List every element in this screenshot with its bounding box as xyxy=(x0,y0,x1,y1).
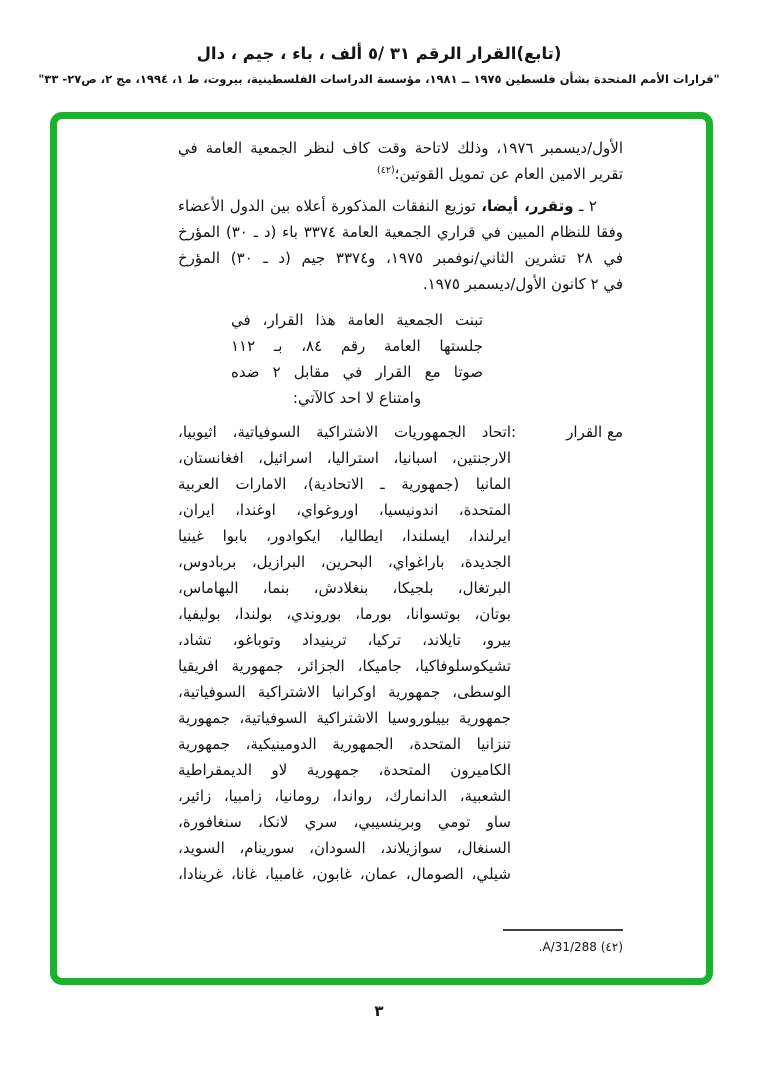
operative-verb: وتقرر، أيضا، xyxy=(481,197,574,215)
vote-label-colon: : xyxy=(511,423,517,441)
country-line: شيلي، الصومال، عمان، غابون، غامبيا، غانا، غرينادا، xyxy=(178,865,511,883)
clause-number: ٢ ـ xyxy=(579,197,597,215)
text-line: جلستها العامة رقم ٨٤، بـ ١١٢ xyxy=(231,337,484,355)
country-line: اتحاد الجمهوريات الاشتراكية السوفياتية، اثيوبيا، xyxy=(178,423,511,441)
source-citation: "قرارات الأمم المتحدة بشأن فلسطين ١٩٧٥ ــ ١٩٨١، مؤسسة الدراسات الفلسطينية، بيروت، ط ١، ١٩٩٤، مج ٢، ص٢٧- ٣٣" xyxy=(38,72,720,86)
text-line: وفقا للنظام المبين في قراري الجمعية العامة ٣٣٧٤ باء (د ـ ٣٠) المؤرخ xyxy=(178,223,623,241)
footnote-reference: (٤٢) xyxy=(377,165,395,176)
page-header xyxy=(0,44,758,86)
country-line: الشعبية، الدانمارك، رواندا، رومانيا، زامبيا، زائير، xyxy=(178,787,511,805)
green-frame xyxy=(50,112,713,985)
vote-for-label xyxy=(511,419,623,887)
country-line: تنزانيا المتحدة، الجمهورية الدومينيكية، جمهورية xyxy=(178,735,511,753)
footnote-rule xyxy=(503,929,623,931)
country-line: الكاميرون المتحدة، جمهورية لاو الديمقراطية xyxy=(178,761,511,779)
text-line xyxy=(178,161,623,187)
country-line: البرتغال، بلجيكا، بنغلادش، بنما، البهاماس، xyxy=(178,579,511,597)
text-line: تبنت الجمعية العامة هذا القرار، في xyxy=(231,311,483,329)
vote-for-countries xyxy=(178,419,511,887)
adoption-note xyxy=(231,307,483,411)
text-line: الأول/ديسمبر ١٩٧٦، وذلك لاتاحة وقت كاف لنظر الجمعية العامة في xyxy=(178,139,623,157)
country-line: السنغال، سوازيلاند، السودان، سورينام، السويد، xyxy=(178,839,511,857)
paragraph-continuation xyxy=(178,135,623,187)
vote-for-block xyxy=(178,419,623,887)
resolution-title: (تابع)القرار الرقم ٣١ /٥ ألف ، باء ، جيم ، دال xyxy=(196,44,562,63)
footnote-text: (٤٢) A/31/288. xyxy=(538,940,623,954)
country-line: المتحدة، اندونيسيا، اوروغواي، اوغندا، ايران، xyxy=(178,501,511,519)
country-line: ساو تومي وبرينسيبي، سري لانكا، سنغافورة، xyxy=(178,813,511,831)
footnote-block xyxy=(503,929,623,960)
country-line: ايرلندا، ايسلندا، ايطاليا، ايكوادور، بابوا غينيا xyxy=(178,527,511,545)
text-line: وامتناع لا احد كالآتي: xyxy=(292,389,422,407)
paragraph-operative-2 xyxy=(178,193,623,297)
vote-label-text: مع القرار xyxy=(566,423,623,441)
country-line: المانيا (جمهورية ـ الاتحادية)، الامارات العربية xyxy=(178,475,511,493)
text-line: صوتا مع القرار في مقابل ٢ ضده xyxy=(231,363,483,381)
country-line: تشيكوسلوفاكيا، جاميكا، الجزائر، جمهورية افريقيا xyxy=(178,657,511,675)
country-line: الوسطى، جمهورية اوكرانيا الاشتراكية السوفياتية، xyxy=(178,683,511,701)
country-line: جمهورية بييلوروسيا الاشتراكية السوفياتية، جمهورية xyxy=(178,709,511,727)
country-line: بوتان، بوتسوانا، بورما، بوروندي، بولندا، بوليفيا، xyxy=(178,605,511,623)
page-number: ٣ xyxy=(374,1002,384,1020)
text-line xyxy=(178,193,623,219)
text-segment: توزيع النفقات المذكورة أعلاه بين الدول الأعضاء xyxy=(178,197,476,215)
text-segment: تقرير الامين العام عن تمويل القوتين؛ xyxy=(394,165,623,183)
country-line: الارجنتين، اسبانيا، استراليا، اسرائيل، افغانستان، xyxy=(178,449,511,467)
text-line: في ٢٨ تشرين الثاني/نوفمبر ١٩٧٥، و٣٣٧٤ جيم (د ـ ٣٠) المؤرخ xyxy=(178,249,623,267)
country-line: بيرو، تايلاند، تركيا، ترينيداد وتوباغو، تشاد، xyxy=(178,631,511,649)
document-body xyxy=(57,119,706,960)
text-line: في ٢ كانون الأول/ديسمبر ١٩٧٥. xyxy=(422,275,623,293)
country-line: الجديدة، باراغواي، البحرين، البرازيل، بربادوس، xyxy=(178,553,511,571)
